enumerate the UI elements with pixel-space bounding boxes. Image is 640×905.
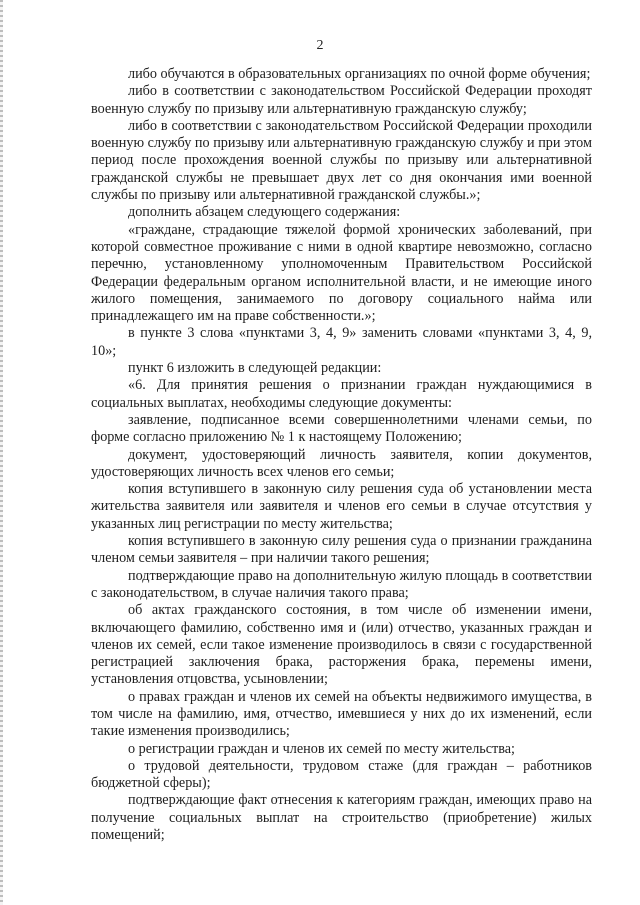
paragraph: о правах граждан и членов их семей на объекты недвижимого имущества, в том числе на фамилию, имя, отчество, имевшиеся у них до их изменений, если такие изменения производились;: [91, 688, 592, 740]
paragraph: дополнить абзацем следующего содержания:: [128, 204, 401, 221]
paragraph: копия вступившего в законную силу решения суда о признании гражданина членом семьи заявителя – при наличии такого решения;: [91, 533, 592, 567]
page-number: 2: [316, 38, 324, 53]
paragraph: в пункте 3 слова «пунктами 3, 4, 9» заменить словами «пунктами 3, 4, 9, 10»;: [91, 325, 592, 359]
paragraph: либо в соответствии с законодательством Российской Федерации проходили военную службу по призыву или альтернативную гражданскую службу и при этом период после прохождения военной службы по призыву или альтернативной гражданской службы не превышает двух лет со дня окончания ими военной службы по призыву или альтернативной гражданской службы.»;: [91, 117, 592, 204]
paragraph: подтверждающие факт отнесения к категориям граждан, имеющих право на получение социальных выплат на строительство (приобретение) жилых помещений;: [91, 792, 592, 844]
paragraph: либо обучаются в образовательных организациях по очной форме обучения;: [128, 66, 591, 82]
scan-edge-artifact: [0, 0, 3, 905]
paragraph: «6. Для принятия решения о признании граждан нуждающимися в социальных выплатах, необходимы следующие документы:: [91, 377, 592, 411]
paragraph: заявление, подписанное всеми совершеннолетними членами семьи, по форме согласно приложению № 1 к настоящему Положению;: [91, 411, 592, 446]
paragraph: подтверждающие право на дополнительную жилую площадь в соответствии с законодательством, в случае наличия такого права;: [91, 567, 592, 601]
paragraph: копия вступившего в законную силу решения суда об установлении места жительства заявителя или заявителя и членов его семьи в случае отсутствия у указанных лиц регистрации по месту жительства;: [91, 481, 592, 532]
paragraph: о трудовой деятельности, трудовом стаже (для граждан – работников бюджетной сферы);: [91, 757, 592, 792]
paragraph: о регистрации граждан и членов их семей по месту жительства;: [128, 740, 515, 757]
document-body: [91, 66, 592, 844]
paragraph: пункт 6 изложить в следующей редакции:: [128, 360, 382, 377]
paragraph: «граждане, страдающие тяжелой формой хронических заболеваний, при которой совместное проживание с ними в одной квартире невозможно, согласно перечню, установленному уполномоченным Правительством Российской Федерации федеральным органом исполнительной власти, и не имеющие иного жилого помещения, занимаемого по договору социального найма или принадлежащего им на праве собственности.»;: [91, 221, 592, 325]
paragraph: либо в соответствии с законодательством Российской Федерации проходят военную службу по призыву или альтернативную гражданскую службу;: [91, 83, 592, 117]
paragraph: документ, удостоверяющий личность заявителя, копии документов, удостоверяющих личность всех членов его семьи;: [91, 446, 592, 480]
paragraph: об актах гражданского состояния, в том числе об изменении имени, включающего фамилию, собственно имя и (или) отчество, указанных граждан и членов их семей, если такое изменение производилось в связи с государственной регистрацией заключения брака, расторжения брака, перемены имени, установления отцовства, усыновлении;: [91, 602, 592, 688]
